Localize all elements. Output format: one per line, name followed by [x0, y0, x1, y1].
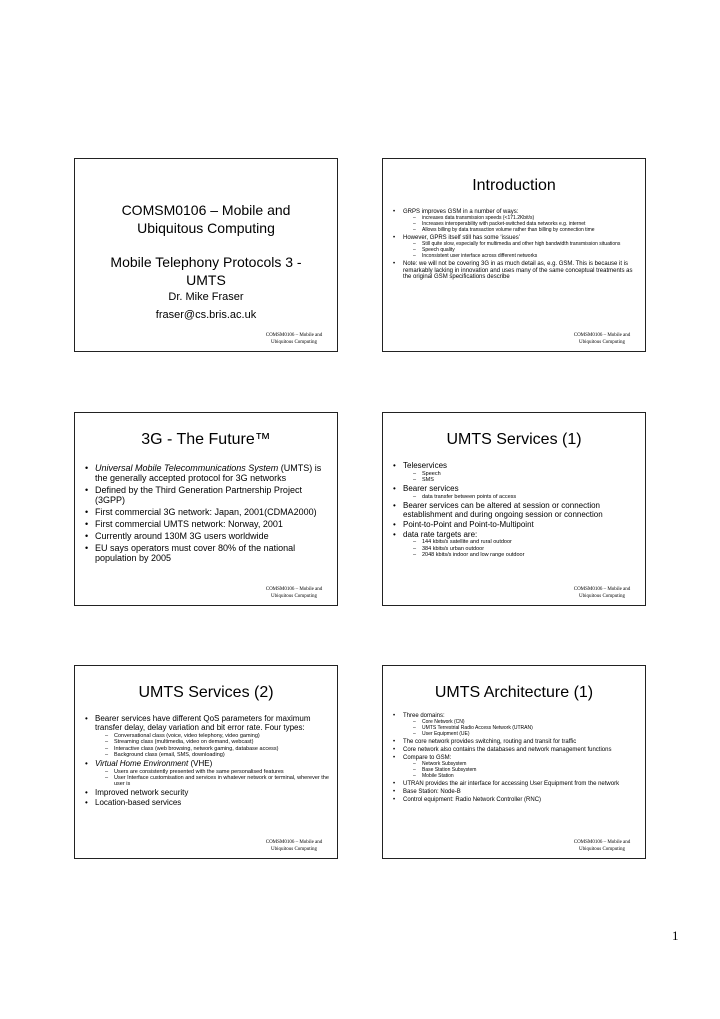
bullet-text: Base Station: Node-B — [403, 789, 461, 795]
sub-bullet-item: – Core Network (CN) — [413, 720, 637, 726]
bullet-item — [393, 461, 637, 483]
bullet-item — [393, 235, 637, 260]
sub-bullet-item: – 144 kbits/s satellite and rural outdoor — [413, 539, 637, 545]
bullet-emphasis: Universal Mobile Telecommunications System — [95, 463, 279, 473]
slide-title-page — [74, 158, 338, 352]
bullet-item — [85, 788, 329, 797]
bullet-text: Bearer services have different QoS parameters for maximum transfer delay, delay variation and bit error rate. Four types: — [95, 714, 311, 732]
course-title-line2: Ubiquitous Computing — [137, 220, 275, 236]
slide-title: 3G - The Future™ — [141, 431, 271, 448]
bullet-item — [85, 759, 329, 787]
bullet-text: GRPS improves GSM in a number of ways: — [403, 209, 519, 215]
bullet-list — [393, 209, 637, 282]
bullet-item — [393, 781, 637, 788]
bullet-item — [85, 714, 329, 758]
sub-bullet-item: – 2048 kbits/s indoor and low range outdoor — [413, 552, 637, 558]
bullet-text: Control equipment: Radio Network Controller (RNC) — [403, 797, 542, 803]
slide-umts-services-1 — [382, 412, 646, 606]
sub-bullet-item: – Network Subsystem — [413, 762, 637, 768]
slide-title: UMTS Services (1) — [446, 431, 582, 448]
sub-bullet-list — [403, 494, 637, 500]
bullet-item — [393, 797, 637, 804]
sub-bullet-item: – Interactive class (web browsing, network gaming, database access) — [105, 746, 329, 752]
bullet-item — [85, 531, 329, 541]
bullet-text: EU says operators must cover 80% of the national population by 2005 — [95, 543, 296, 563]
sub-bullet-item: – Increases interoperability with packet-switched data networks e.g. internet — [413, 222, 637, 228]
bullet-item — [85, 485, 329, 505]
bullet-text: (VHE) — [188, 759, 213, 768]
slide-title: Introduction — [472, 177, 556, 194]
slide-footer: COMSM0106 – Mobile and Ubiquitous Computing — [573, 587, 631, 599]
sub-bullet-item: – SMS — [413, 477, 637, 483]
bullet-item — [393, 530, 637, 559]
bullet-text: (UMTS) is the generally accepted protocol for 3G networks — [95, 463, 322, 483]
sub-bullet-item: – 384 kbits/s urban outdoor — [413, 546, 637, 552]
sub-bullet-list — [403, 720, 637, 738]
sub-bullet-item: – Users are consistently presented with the same personalised features — [105, 769, 329, 775]
slide-3g-future — [74, 412, 338, 606]
sub-bullet-list — [403, 762, 637, 780]
bullet-item — [393, 261, 637, 281]
page-number: 1 — [672, 928, 679, 943]
sub-bullet-item: – Inconsistent user interface across different networks — [413, 254, 637, 260]
bullet-text: The core network provides switching, routing and transit for traffic — [403, 739, 577, 745]
sub-bullet-item: – Conversational class (voice, video telephony, video gaming) — [105, 733, 329, 739]
bullet-item — [85, 463, 329, 483]
bullet-text: data rate targets are: — [403, 529, 478, 539]
bullet-list — [85, 714, 329, 808]
sub-bullet-item: – Base Station Subsystem — [413, 768, 637, 774]
bullet-text: UTRAN provides the air interface for accessing User Equipment from the network — [403, 781, 620, 787]
bullet-item — [85, 507, 329, 517]
author-email: fraser@cs.bris.ac.uk — [155, 309, 257, 321]
sub-bullet-item: – UMTS Terrestrial Radio Access Network (UTRAN) — [413, 726, 637, 732]
author-name: Dr. Mike Fraser — [168, 291, 244, 303]
bullet-item — [393, 209, 637, 234]
sub-bullet-list — [403, 471, 637, 484]
sub-bullet-item: – increases data transmission speeds (<171.2Kbit/s) — [413, 216, 637, 222]
bullet-item — [393, 755, 637, 780]
sub-bullet-item: – Speech — [413, 471, 637, 477]
bullet-text: Note: we will not be covering 3G in as much detail as, e.g. GSM. This is because it is remarkably lacking in innovation and uses many of the same conceptual treatments as the original GSM specifications describe — [403, 261, 633, 280]
bullet-text: Improved network security — [95, 788, 189, 797]
sub-bullet-list — [403, 216, 637, 234]
bullet-item — [393, 501, 637, 519]
sub-bullet-item: – Allows billing by data transaction volume rather than billing by connection time — [413, 228, 637, 234]
bullet-list — [393, 713, 637, 805]
slide-introduction — [382, 158, 646, 352]
sub-bullet-item: – Mobile Station — [413, 774, 637, 780]
bullet-list — [85, 463, 329, 565]
slide-footer: COMSM0106 – Mobile and Ubiquitous Computing — [573, 840, 631, 852]
course-title-line1: COMSM0106 – Mobile and — [121, 202, 291, 218]
bullet-text: Bearer services — [403, 484, 459, 493]
bullet-item — [393, 739, 637, 746]
bullet-text: Teleservices — [403, 461, 448, 470]
sub-bullet-item: – User Interface customisation and services in whatever network or terminal, wherever the user is — [105, 775, 329, 787]
sub-bullet-item: – data transfer between points of access — [413, 494, 637, 500]
slide-umts-architecture-1 — [382, 665, 646, 859]
bullet-text: Bearer services can be altered at session or connection establishment and during ongoing session or connection — [403, 500, 603, 519]
bullet-text: Defined by the Third Generation Partnership Project (3GPP) — [95, 485, 302, 505]
bullet-item — [85, 519, 329, 529]
sub-bullet-item: – Background class (email, SMS, downloading) — [105, 752, 329, 758]
bullet-text: Three domains: — [403, 713, 445, 719]
sub-bullet-item: – User Equipment (UE) — [413, 732, 637, 738]
bullet-item — [393, 713, 637, 738]
bullet-item — [85, 543, 329, 563]
bullet-item — [85, 798, 329, 807]
slide-footer: COMSM0106 – Mobile and Ubiquitous Computing — [573, 333, 631, 345]
slide-footer: COMSM0106 – Mobile and Ubiquitous Computing — [265, 840, 323, 852]
bullet-text: However, GPRS itself still has some ‘issues’ — [403, 235, 521, 241]
bullet-item — [393, 484, 637, 500]
sub-bullet-item: – Streaming class (multimedia, video on demand, webcast) — [105, 739, 329, 745]
bullet-text: First commercial 3G network: Japan, 2001(CDMA2000) — [95, 507, 317, 517]
sub-bullet-list — [403, 539, 637, 558]
slide-footer: COMSM0106 – Mobile and Ubiquitous Computing — [265, 333, 323, 345]
bullet-item — [393, 789, 637, 796]
bullet-text: Compare to GSM: — [403, 755, 452, 761]
slide-footer: COMSM0106 – Mobile and Ubiquitous Computing — [265, 587, 323, 599]
sub-bullet-list — [95, 769, 329, 788]
bullet-item — [393, 747, 637, 754]
bullet-emphasis: Virtual Home Environment — [95, 759, 189, 768]
bullet-text: Location-based services — [95, 798, 182, 807]
lecture-title-line2: UMTS — [186, 272, 226, 288]
bullet-item — [393, 520, 637, 529]
sub-bullet-item: – Speech quality — [413, 248, 637, 254]
sub-bullet-item: – Still quite slow, especially for multimedia and other high bandwidth transmission situations — [413, 242, 637, 248]
bullet-text: First commercial UMTS network: Norway, 2001 — [95, 519, 283, 529]
bullet-list — [393, 461, 637, 559]
bullet-text: Core network also contains the databases and network management functions — [403, 747, 612, 753]
slide-title: UMTS Services (2) — [138, 684, 274, 701]
sub-bullet-list — [403, 242, 637, 260]
bullet-text: Currently around 130M 3G users worldwide — [95, 531, 269, 541]
slide-umts-services-2 — [74, 665, 338, 859]
lecture-title-line1: Mobile Telephony Protocols 3 - — [110, 254, 302, 270]
slide-title: UMTS Architecture (1) — [434, 684, 594, 701]
bullet-text: Point-to-Point and Point-to-Multipoint — [403, 519, 534, 529]
sub-bullet-list — [95, 733, 329, 759]
